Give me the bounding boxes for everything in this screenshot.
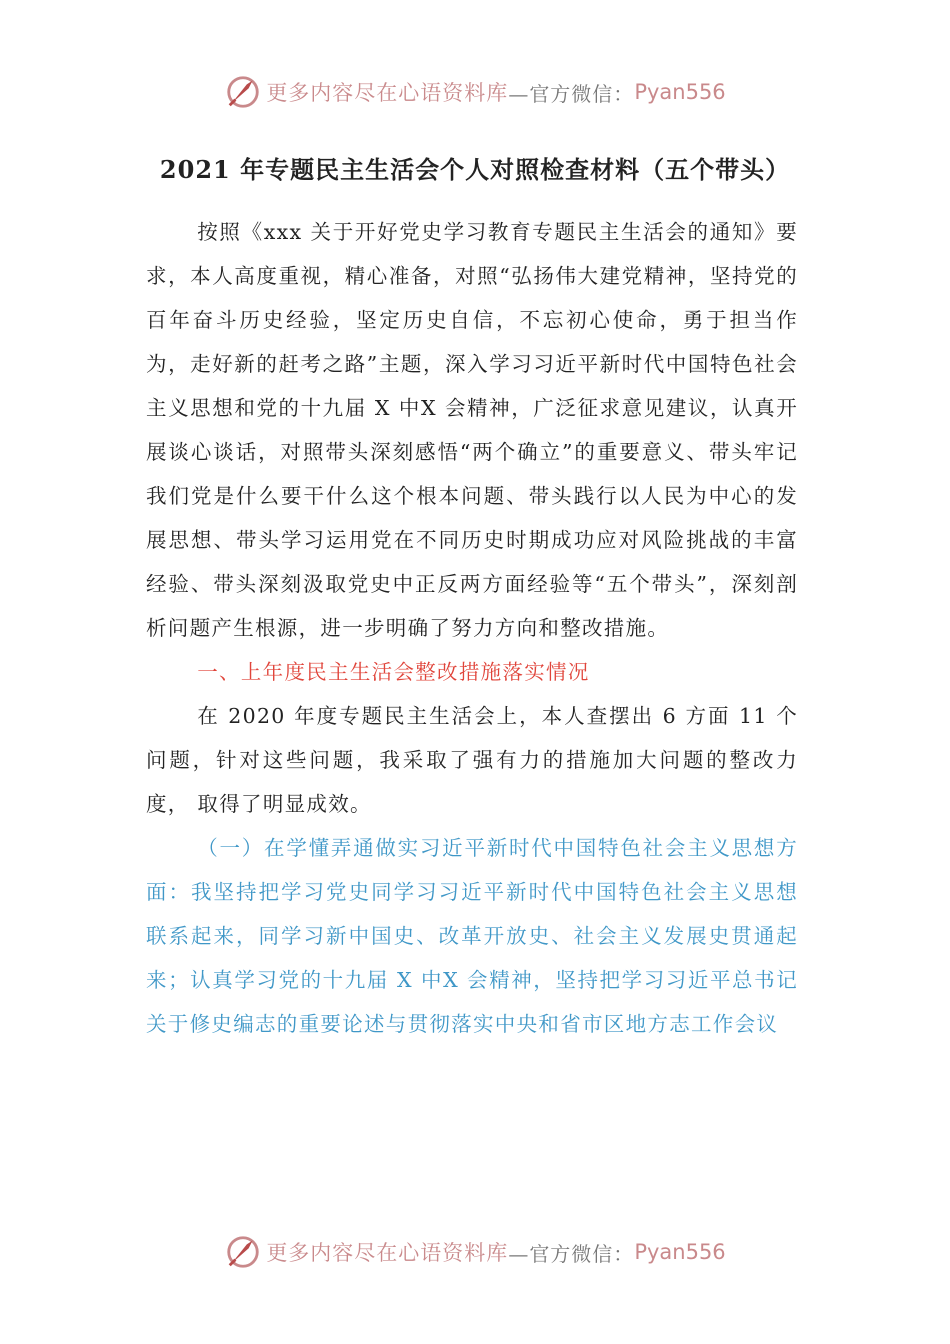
seal-logo-icon — [224, 1233, 262, 1271]
seal-logo-icon — [224, 73, 262, 111]
header-banner — [0, 72, 950, 112]
banner-sub-text: —官方微信： — [508, 1241, 635, 1266]
banner-wechat-id: Pyan556 — [634, 1240, 726, 1264]
summary-paragraph: 在 2020 年度专题民主生活会上，本人查摆出 6 方面 11 个问题，针对这些问题，我采取了强有力的措施加大问题的整改力度， 取得了明显成效。 — [146, 704, 798, 816]
banner-main-text: 更多内容尽在心语资料库 — [266, 1241, 509, 1265]
document-body — [146, 210, 798, 1046]
subsection-paragraph: （一）在学懂弄通做实习近平新时代中国特色社会主义思想方面：我坚持把学习党史同学习习近平新时代中国特色社会主义思想联系起来，同学习新中国史、改革开放史、社会主义发展史贯通起来；认真学习党的十九届 X 中X 会精神，坚持把学习习近平总书记关于修史编志的重要论述与贯彻落实中央和省市区地方志工作会议 — [146, 836, 798, 1036]
banner-sub-text: —官方微信： — [508, 81, 635, 106]
banner-main-text: 更多内容尽在心语资料库 — [266, 81, 509, 105]
intro-paragraph: 按照《xxx 关于开好党史学习教育专题民主生活会的通知》要求，本人高度重视，精心准备，对照“弘扬伟大建党精神，坚持党的百年奋斗历史经验，坚定历史自信，不忘初心使命，勇于担当作为，走好新的赶考之路”主题，深入学习习近平新时代中国特色社会主义思想和党的十九届 X 中X 会精神，广泛征求意见建议，认真开展谈心谈话，对照带头深刻感悟“两个确立”的重要意义、带头牢记我们党是什么要干什么这个根本问题、带头践行以人民为中心的发展思想、带头学习运用党在不同历史时期成功应对风险挑战的丰富经验、带头深刻汲取党史中正反两方面经验等“五个带头”，深刻剖析问题产生根源，进一步明确了努力方向和整改措施。 — [146, 220, 798, 640]
section-heading: 一、上年度民主生活会整改措施落实情况 — [197, 660, 590, 684]
banner-wechat-id: Pyan556 — [634, 80, 726, 104]
document-title: 2021 年专题民主生活会个人对照检查材料（五个带头） — [159, 155, 791, 184]
footer-banner — [0, 1232, 950, 1272]
